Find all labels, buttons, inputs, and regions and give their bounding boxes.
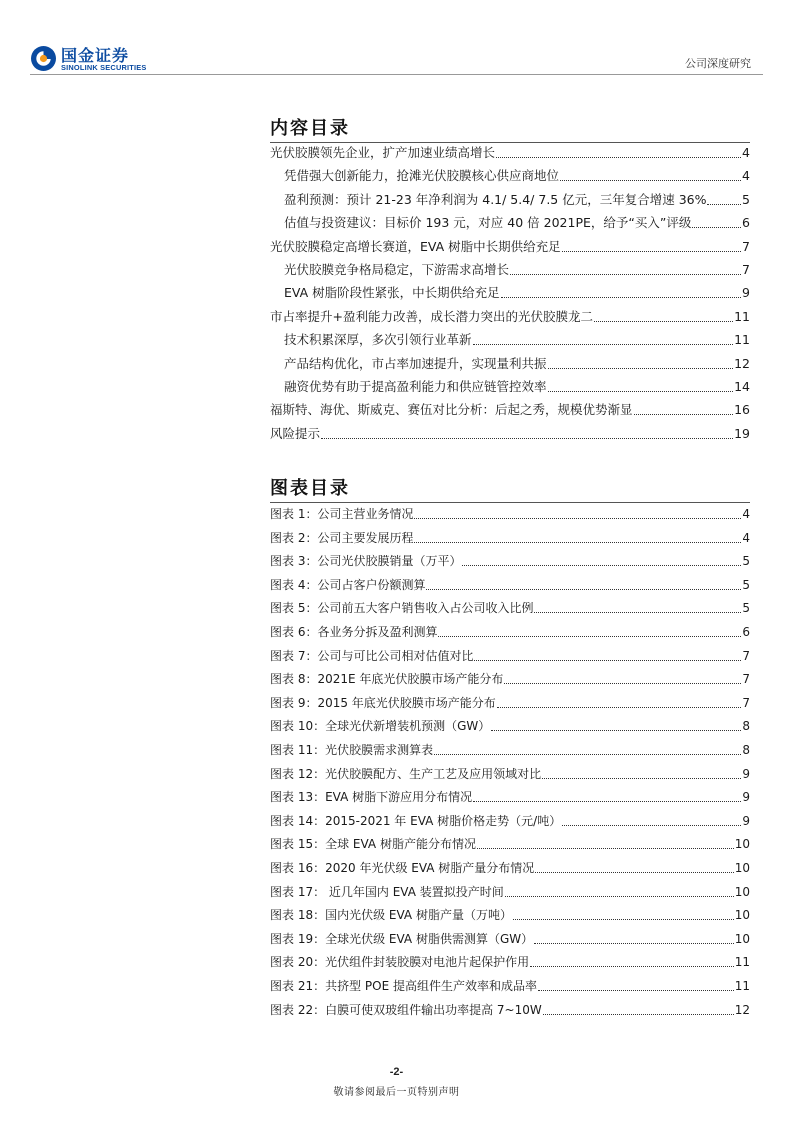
dot-leader: [321, 438, 733, 439]
toc-entry-page: 4: [742, 507, 750, 521]
toc-entry[interactable]: [270, 308, 750, 326]
toc-entry-page: 10: [734, 837, 750, 852]
toc-entry-title: 图表 12：光伏胶膜配方、生产工艺及应用领域对比: [270, 766, 542, 781]
toc-entry-page: 4: [742, 168, 750, 184]
figures-title-divider: [270, 502, 750, 503]
figure-toc-entry[interactable]: [270, 1001, 750, 1019]
logo-english-name: SINOLINK SECURITIES: [61, 63, 147, 72]
disclaimer-note: 敬请参阅最后一页特别声明: [333, 1087, 460, 1098]
toc-entry-title: 图表 11：光伏胶膜需求测算表: [270, 743, 434, 757]
toc-entry-title: 图表 7：公司与可比公司相对估值对比: [270, 648, 474, 663]
toc-entry-title: 产品结构优化，市占率加速提升，实现量利共振: [284, 355, 547, 371]
toc-entry-title: 图表 14：2015-2021 年 EVA 树脂价格走势（元/吨）: [270, 813, 562, 828]
toc-entry-page: 10: [734, 861, 750, 875]
toc-entry-page: 9: [742, 813, 750, 828]
figure-toc-entry[interactable]: [270, 906, 750, 924]
toc-entry-title: 图表 10：全球光伏新增装机预测（GW）: [270, 719, 491, 734]
dot-leader: [707, 204, 741, 205]
toc-entry-page: 11: [734, 979, 750, 993]
figure-toc-entry[interactable]: [270, 812, 750, 830]
toc-entry-page: 5: [742, 601, 750, 616]
dot-leader: [462, 565, 741, 566]
dot-leader: [504, 683, 741, 684]
toc-entry[interactable]: [284, 284, 750, 302]
dot-leader: [473, 344, 734, 345]
dot-leader: [426, 589, 741, 590]
toc-entry-page: 12: [734, 355, 750, 371]
toc-entry-page: 10: [734, 931, 750, 946]
dot-leader: [438, 636, 741, 637]
figure-toc-entry[interactable]: [270, 694, 750, 712]
figure-toc-entry[interactable]: [270, 552, 750, 570]
dot-leader: [491, 730, 741, 731]
toc-entry-title: 图表 13：EVA 树脂下游应用分布情况: [270, 790, 473, 805]
toc-entry-title: 光伏胶膜竞争格局稳定，下游需求高增长: [284, 262, 510, 277]
toc-entry-page: 16: [734, 402, 750, 418]
toc-entry-title: 图表 6：各业务分拆及盈利测算: [270, 625, 438, 639]
toc-entry-title: 技术积累深厚，多次引领行业革新: [284, 332, 472, 348]
toc-entry-title: 图表 3：公司光伏胶膜销量（万平）: [270, 554, 462, 569]
figure-toc-entry[interactable]: [270, 765, 750, 783]
toc-entry-page: 6: [742, 625, 750, 639]
toc-entry-page: 9: [742, 790, 750, 805]
toc-entry-title: 图表 15：全球 EVA 树脂产能分布情况: [270, 837, 476, 852]
toc-entry-title: 图表 22：白膜可使双玻组件输出功率提高 7~10W: [270, 1002, 542, 1017]
toc-entry-title: 融资优势有助于提高盈利能力和供应链管控效率: [284, 379, 547, 394]
toc-entry-page: 7: [742, 672, 750, 687]
toc-entry-page: 7: [742, 648, 750, 663]
figure-toc-entry[interactable]: [270, 670, 750, 688]
toc-entry[interactable]: [284, 214, 750, 232]
report-type-label: 公司深度研究: [685, 57, 751, 70]
toc-entry-title: 估值与投资建议：目标价 193 元，对应 40 倍 2021PE，给予“买入”评级: [284, 215, 692, 231]
dot-leader: [414, 542, 741, 543]
dot-leader: [497, 707, 742, 708]
toc-entry-page: 11: [734, 308, 750, 324]
dot-leader: [530, 966, 734, 967]
toc-entry[interactable]: [284, 167, 750, 185]
toc-entry[interactable]: [284, 378, 750, 396]
dot-leader: [634, 414, 734, 415]
toc-entry-page: 5: [742, 554, 750, 569]
toc-entry-page: 8: [742, 719, 750, 734]
figure-toc-entry[interactable]: [270, 505, 750, 523]
figure-toc-entry[interactable]: [270, 953, 750, 971]
toc-entry[interactable]: [270, 401, 750, 419]
figure-toc-entry[interactable]: [270, 623, 750, 641]
toc-entry-title: 图表 21：共挤型 POE 提高组件生产效率和成品率: [270, 979, 537, 993]
toc-entry-title: 市占率提升+盈利能力改善，成长潜力突出的光伏胶膜龙二: [270, 308, 593, 324]
dot-leader: [501, 297, 741, 298]
toc-entry-page: 5: [742, 191, 750, 207]
toc-entry[interactable]: [284, 191, 750, 209]
toc-entry-page: 10: [734, 908, 750, 923]
toc-entry-title: 光伏胶膜领先企业，扩产加速业绩高增长: [270, 145, 496, 160]
contents-title: 内容目录: [270, 118, 350, 139]
dot-leader: [477, 848, 734, 849]
toc-entry-page: 8: [742, 743, 750, 757]
figure-toc-entry[interactable]: [270, 529, 750, 547]
toc-entry-title: 图表 20：光伏组件封装胶膜对电池片起保护作用: [270, 955, 530, 970]
dot-leader: [594, 321, 733, 322]
dot-leader: [496, 157, 741, 158]
dot-leader: [560, 180, 741, 181]
toc-entry-page: 11: [734, 332, 750, 348]
dot-leader: [548, 368, 734, 369]
toc-entry-title: EVA 树脂阶段性紧张，中长期供给充足: [284, 285, 500, 301]
dot-leader: [692, 227, 741, 228]
toc-entry-title: 图表 19：全球光伏级 EVA 树脂供需测算（GW）: [270, 931, 534, 946]
toc-entry[interactable]: [284, 261, 750, 279]
toc-entry-title: 图表 4：公司占客户份额测算: [270, 577, 426, 592]
figure-toc-entry[interactable]: [270, 859, 750, 877]
toc-entry[interactable]: [284, 355, 750, 373]
dot-leader: [434, 754, 741, 755]
toc-entry-title: 图表 2：公司主要发展历程: [270, 530, 414, 545]
figure-toc-entry[interactable]: [270, 883, 750, 901]
toc-entry-page: 19: [734, 425, 750, 441]
company-logo: [30, 44, 160, 76]
toc-entry-page: 12: [734, 1002, 750, 1017]
figure-toc-entry[interactable]: [270, 930, 750, 948]
toc-entry-page: 11: [734, 955, 750, 970]
toc-entry-page: 4: [742, 145, 750, 160]
dot-leader: [513, 919, 734, 920]
toc-entry[interactable]: [270, 238, 750, 256]
dot-leader: [510, 274, 741, 275]
figures-title: 图表目录: [270, 478, 350, 499]
dot-leader: [474, 660, 741, 661]
dot-leader: [414, 518, 741, 519]
figure-toc-entry[interactable]: [270, 599, 750, 617]
dot-leader: [473, 801, 741, 802]
figure-toc-entry[interactable]: [270, 717, 750, 735]
toc-entry[interactable]: [284, 331, 750, 349]
dot-leader: [535, 872, 733, 873]
toc-entry-title: 图表 18：国内光伏级 EVA 树脂产量（万吨）: [270, 908, 512, 923]
toc-entry-title: 图表 8：2021E 年底光伏胶膜市场产能分布: [270, 672, 504, 687]
toc-entry-page: 9: [742, 285, 750, 301]
figure-toc-entry[interactable]: [270, 647, 750, 665]
page-number: -2-: [389, 1066, 404, 1078]
toc-entry-page: 14: [734, 379, 750, 394]
toc-entry-title: 图表 1：公司主营业务情况: [270, 507, 414, 521]
logo-mark-icon: [30, 45, 57, 72]
toc-entry[interactable]: [270, 144, 750, 162]
dot-leader: [562, 825, 741, 826]
dot-leader: [534, 943, 734, 944]
toc-entry-page: 7: [742, 238, 750, 254]
toc-entry-title: 盈利预测：预计 21-23 年净利润为 4.1/ 5.4/ 7.5 亿元，三年复合增速 36%: [284, 191, 707, 207]
figure-toc-entry[interactable]: [270, 977, 750, 995]
figure-toc-entry[interactable]: [270, 576, 750, 594]
dot-leader: [505, 896, 734, 897]
dot-leader: [534, 612, 741, 613]
toc-entry-page: 10: [734, 884, 750, 899]
dot-leader: [543, 1014, 734, 1015]
dot-leader: [562, 251, 741, 252]
figure-toc-entry[interactable]: [270, 741, 750, 759]
toc-entry-title: 图表 17： 近几年国内 EVA 装置拟投产时间: [270, 884, 504, 899]
toc-entry-page: 6: [742, 215, 750, 231]
logo-chinese-name: 国金证券: [61, 46, 130, 65]
dot-leader: [542, 778, 741, 779]
toc-entry-title: 凭借强大创新能力，抢滩光伏胶膜核心供应商地位: [284, 168, 560, 184]
toc-entry-title: 风险提示: [270, 425, 321, 441]
contents-title-divider: [270, 142, 750, 143]
header-divider: [30, 74, 763, 75]
toc-entry-title: 光伏胶膜稳定高增长赛道，EVA 树脂中长期供给充足: [270, 238, 561, 254]
toc-entry-title: 图表 5：公司前五大客户销售收入占公司收入比例: [270, 601, 534, 616]
toc-entry-page: 9: [742, 766, 750, 781]
toc-entry-page: 7: [742, 262, 750, 277]
toc-entry[interactable]: [270, 425, 750, 443]
toc-entry-title: 图表 16：2020 年光伏级 EVA 树脂产量分布情况: [270, 861, 535, 875]
toc-entry-page: 4: [742, 530, 750, 545]
figure-toc-entry[interactable]: [270, 788, 750, 806]
dot-leader: [538, 990, 734, 991]
dot-leader: [548, 391, 734, 392]
toc-entry-title: 图表 9：2015 年底光伏胶膜市场产能分布: [270, 695, 496, 710]
toc-entry-page: 7: [742, 695, 750, 710]
toc-entry-title: 福斯特、海优、斯威克、赛伍对比分析：后起之秀，规模优势渐显: [270, 402, 633, 418]
figure-toc-entry[interactable]: [270, 835, 750, 853]
toc-entry-page: 5: [742, 577, 750, 592]
